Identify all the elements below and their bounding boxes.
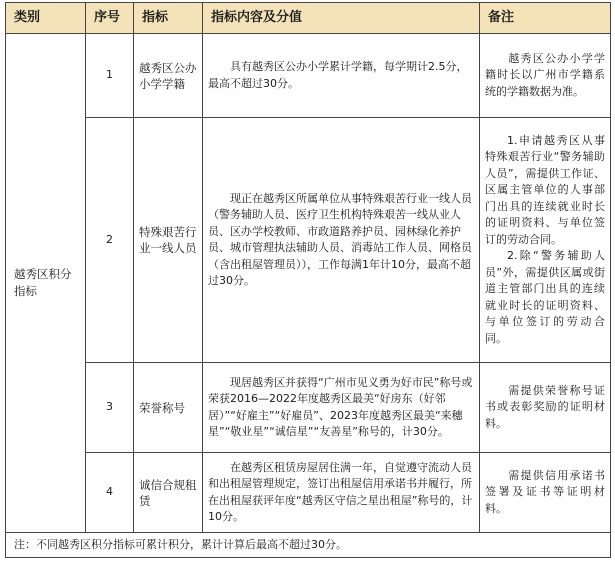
header-row [6,3,611,34]
points-indicator-table [5,2,611,558]
table-row [6,118,611,363]
indicator-content: 具有越秀区公办小学累计学籍，每学期计2.5分，最高不超过30分。 [203,34,480,118]
indicator-content: 现居越秀区并获得“广州市见义勇为好市民”称号或荣获2016—2022年度越秀区最美“好房东（好邻居）”“好雇主”“好雇员”、2023年度越秀区最美“来穗星”“敬业星”“诚信星”“友善星”称号的，计30分。 [203,363,480,453]
header-note: 备注 [480,3,611,34]
table-row [6,34,611,118]
indicator-note [480,118,611,363]
footnote: 注：不同越秀区积分指标可累计积分，累计计算后最高不超过30分。 [6,533,611,558]
row-number: 4 [86,453,134,533]
indicator-note: 越秀区公办小学学籍时长以广州市学籍系统的学籍数据为准。 [480,34,611,118]
indicator-content: 在越秀区租赁房屋居住满一年，自觉遵守流动人员和出租屋管理规定，签订出租屋信用承诺书并履行，所在出租屋获评年度“越秀区守信之星出租屋”称号的，计10分。 [203,453,480,533]
indicator-name: 特殊艰苦行业一线人员 [134,118,203,363]
indicator-name: 越秀区公办小学学籍 [134,34,203,118]
header-indicator: 指标 [134,3,203,34]
note-item-2: 2.除“警务辅助人员”外，需提供区属或街道主管部门出具的连续就业时长的证明资料、与单位签订的劳动合同。 [485,249,605,345]
row-number: 3 [86,363,134,453]
indicator-content: 现正在越秀区所属单位从事特殊艰苦行业一线人员（警务辅助人员、医疗卫生机构特殊艰苦一线从业人员、区办学校教师、市政道路养护员、园林绿化养护员、城市管理执法辅助人员、消毒站工作人员、网格员（含出租屋管理员）），工作每满1年计10分，最高不超过30分。 [203,118,480,363]
category-cell: 越秀区积分指标 [6,34,86,533]
indicator-note: 需提供信用承诺书签署及证书等证明材料。 [480,453,611,533]
indicator-name: 诚信合规租赁 [134,453,203,533]
table-row [6,453,611,533]
footnote-row [6,533,611,558]
header-category: 类别 [6,3,86,34]
table-row [6,363,611,453]
indicator-name: 荣誉称号 [134,363,203,453]
row-number: 2 [86,118,134,363]
header-number: 序号 [86,3,134,34]
indicator-note: 需提供荣誉称号证书或表彰奖励的证明材料。 [480,363,611,453]
header-content: 指标内容及分值 [203,3,480,34]
note-item-1: 1.申请越秀区从事特殊艰苦行业“警务辅助人员”，需提供工作证、区属主管单位的人事部门出具的连续就业时长的证明资料、与单位签订的劳动合同。 [485,133,605,246]
row-number: 1 [86,34,134,118]
